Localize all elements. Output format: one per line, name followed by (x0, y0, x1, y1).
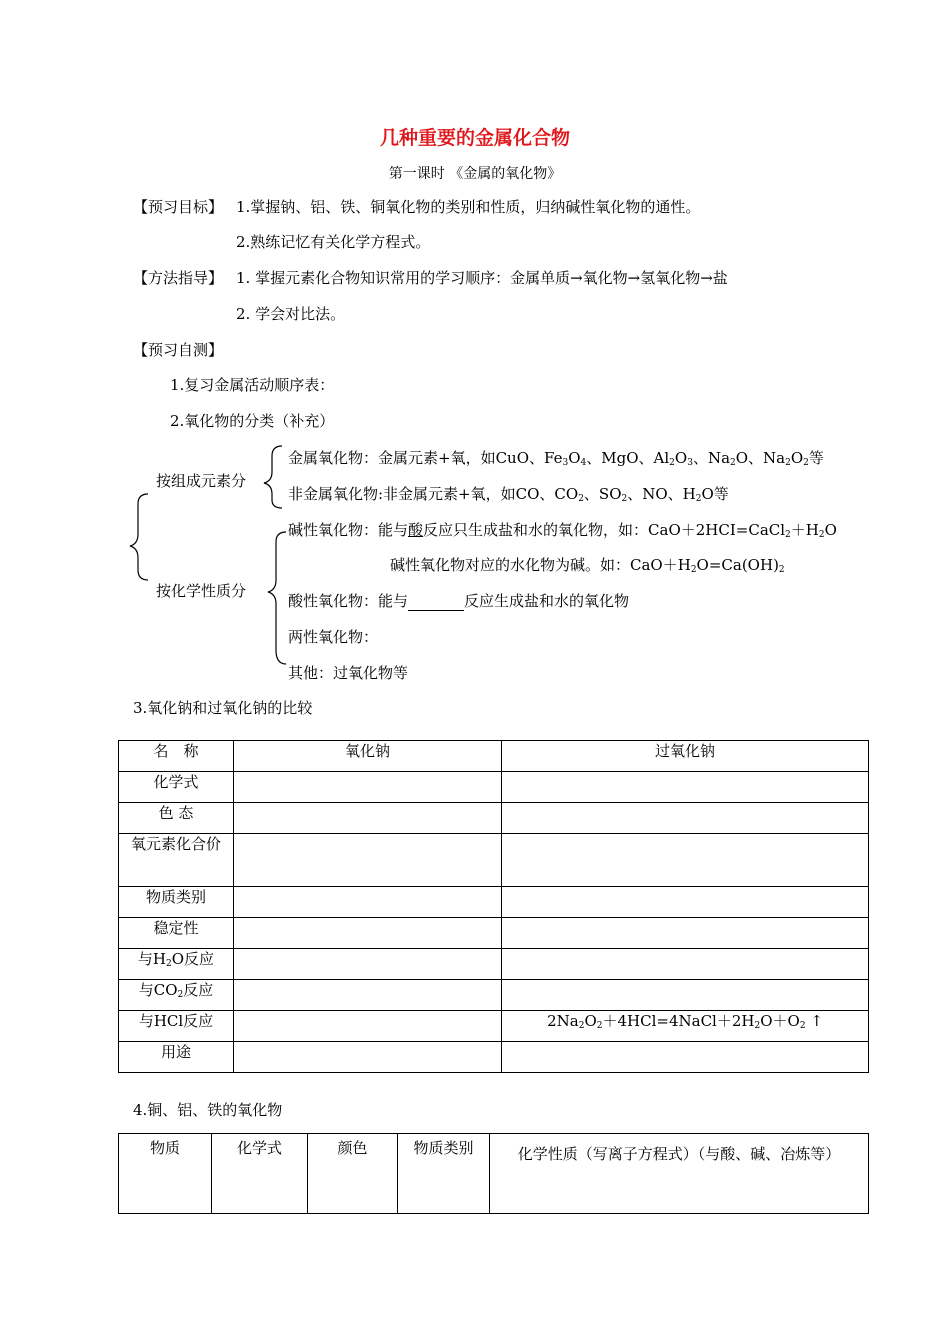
doc-title: 几种重要的金属化合物 (379, 127, 570, 149)
table-cell[interactable] (502, 803, 869, 834)
table-cell[interactable] (502, 949, 869, 980)
method-2: 2. 学会对比法。 (236, 305, 346, 323)
row-label: 用途 (119, 1042, 234, 1073)
row-label: 稳定性 (119, 918, 234, 949)
doc-subtitle: 第一课时 《金属的氧化物》 (388, 166, 562, 182)
table-cell[interactable] (234, 803, 502, 834)
table-cell[interactable] (502, 772, 869, 803)
table-header: 化学性质（写离子方程式）（与酸、碱、冶炼等） (490, 1134, 869, 1214)
table-header: 颜色 (308, 1134, 398, 1214)
table-cell[interactable] (502, 918, 869, 949)
table-cell[interactable] (502, 1042, 869, 1073)
row-label: 与$CO_2$反应 (119, 980, 234, 1011)
table-header: 化学式 (212, 1134, 308, 1214)
group-property: 按化学性质分 (156, 582, 247, 600)
table-cell[interactable] (234, 887, 502, 918)
table-cell[interactable] (502, 834, 869, 887)
group-composition: 按组成元素分 (156, 472, 247, 490)
table-header: 氧化钠 (234, 741, 502, 772)
table-cell[interactable] (234, 980, 502, 1011)
other-oxide-line: 其他：过氧化物等 (288, 664, 409, 682)
table-cell[interactable] (234, 834, 502, 887)
question-3: 3.氧化钠和过氧化钠的比较 (133, 699, 313, 717)
goal-label: 【预习目标】 (133, 198, 224, 216)
question-2: 2.氧化物的分类（补充） (170, 412, 335, 430)
basic-oxide-line: 碱性氧化物：能与酸反应只生成盐和水的氧化物，如：$CaO+2HCI=CaCl_2+H_2O$ (288, 521, 837, 540)
amphoteric-oxide-line: 两性氧化物： (288, 628, 379, 646)
table-cell[interactable] (234, 1042, 502, 1073)
table-header: 名 称 (119, 741, 234, 772)
method-1: 1. 掌握元素化合物知识常用的学习顺序：金属单质→氧化物→氢氧化物→盐 (236, 269, 728, 287)
table-header: 物质 (119, 1134, 212, 1214)
table-cell[interactable] (234, 918, 502, 949)
acidic-oxide-line: 酸性氧化物：能与 反应生成盐和水的氧化物 (288, 592, 630, 610)
goal-2: 2.熟练记忆有关化学方程式。 (236, 233, 431, 251)
table-header: 过氧化钠 (502, 741, 869, 772)
row-label: 物质类别 (119, 887, 234, 918)
question-4: 4.铜、铝、铁的氧化物 (133, 1101, 283, 1119)
nonmetal-oxide-line: 非金属氧化物:非金属元素+氧，如CO、$CO_2$、$SO_2$、NO、$H_2O$等 (288, 485, 729, 504)
row-label: 与HCl反应 (119, 1011, 234, 1042)
row-label: 化学式 (119, 772, 234, 803)
table-cell-equation: $2Na_2O_2+4HCl=4NaCl+2H_2O+O_2$ ↑ (502, 1011, 869, 1042)
row-label: 与$H_2O$反应 (119, 949, 234, 980)
fill-blank[interactable] (408, 596, 464, 611)
table-cell[interactable] (502, 980, 869, 1011)
row-label: 氧元素化合价 (119, 834, 234, 887)
metal-oxide-line: 金属氧化物：金属元素+氧，如CuO、$Fe_3O_4$、MgO、$Al_2O_3$、$Na_2O$、$Na_2O_2$等 (288, 449, 824, 468)
table-header: 物质类别 (398, 1134, 490, 1214)
method-label: 【方法指导】 (133, 269, 224, 287)
selftest-label: 【预习自测】 (133, 341, 224, 359)
table-cell[interactable] (234, 1011, 502, 1042)
table-cell[interactable] (234, 949, 502, 980)
sodium-oxide-table (118, 740, 869, 1073)
goal-1: 1.掌握钠、铝、铁、铜氧化物的类别和性质，归纳碱性氧化物的通性。 (236, 198, 701, 216)
question-1: 1.复习金属活动顺序表： (170, 376, 335, 394)
table-cell[interactable] (234, 772, 502, 803)
basic-oxide-note: 碱性氧化物对应的水化物为碱。如：$CaO+H_2O=Ca(OH)_2$ (390, 556, 785, 575)
metal-oxide-table (118, 1133, 869, 1214)
table-cell[interactable] (502, 887, 869, 918)
row-label: 色 态 (119, 803, 234, 834)
